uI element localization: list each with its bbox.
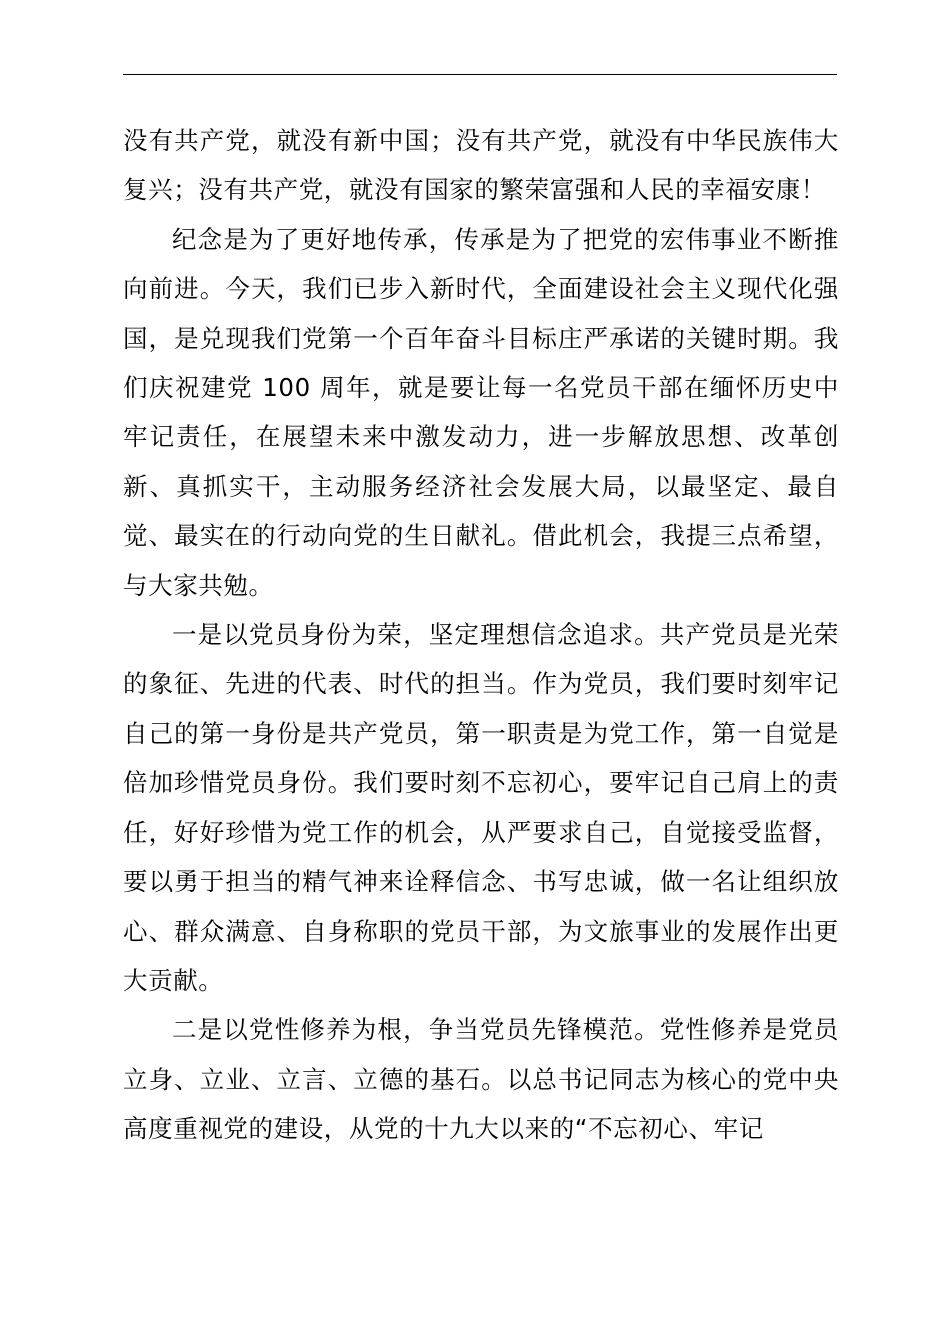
paragraph-1: 没有共产党，就没有新中国；没有共产党，就没有中华民族伟大复兴；没有共产党，就没有国家的繁荣富强和人民的幸福安康！ xyxy=(123,126,839,205)
paragraph-4: 二是以党性修养为根，争当党员先锋模范。党性修养是党员立身、立业、立言、立德的基石。以总书记同志为核心的党中央高度重视党的建设，从党的十九大以来的“不忘初心、牢记 xyxy=(123,1015,839,1144)
header-rule xyxy=(123,74,837,75)
document-body xyxy=(123,116,839,1154)
paragraph-2: 纪念是为了更好地传承，传承是为了把党的宏伟事业不断推向前进。今天，我们已步入新时代，全面建设社会主义现代化强国，是兑现我们党第一个百年奋斗目标庄严承诺的关键时期。我们庆祝建党 100 周年，就是要让每一名党员干部在缅怀历史中牢记责任，在展望未来中激发动力，进一步解放思想、改革创新、真抓实干，主动服务经济社会发展大局，以最坚定、最自觉、最实在的行动向党的生日献礼。借此机会，我提三点希望，与大家共勉。 xyxy=(123,224,839,600)
paragraph-3: 一是以党员身份为荣，坚定理想信念追求。共产党员是光荣的象征、先进的代表、时代的担当。作为党员，我们要时刻牢记自己的第一身份是共产党员，第一职责是为党工作，第一自觉是倍加珍惜党员身份。我们要时刻不忘初心，要牢记自己肩上的责任，好好珍惜为党工作的机会，从严要求自己，自觉接受监督，要以勇于担当的精气神来诠释信念、书写忠诚，做一名让组织放心、群众满意、自身称职的党员干部，为文旅事业的发展作出更大贡献。 xyxy=(123,620,839,995)
